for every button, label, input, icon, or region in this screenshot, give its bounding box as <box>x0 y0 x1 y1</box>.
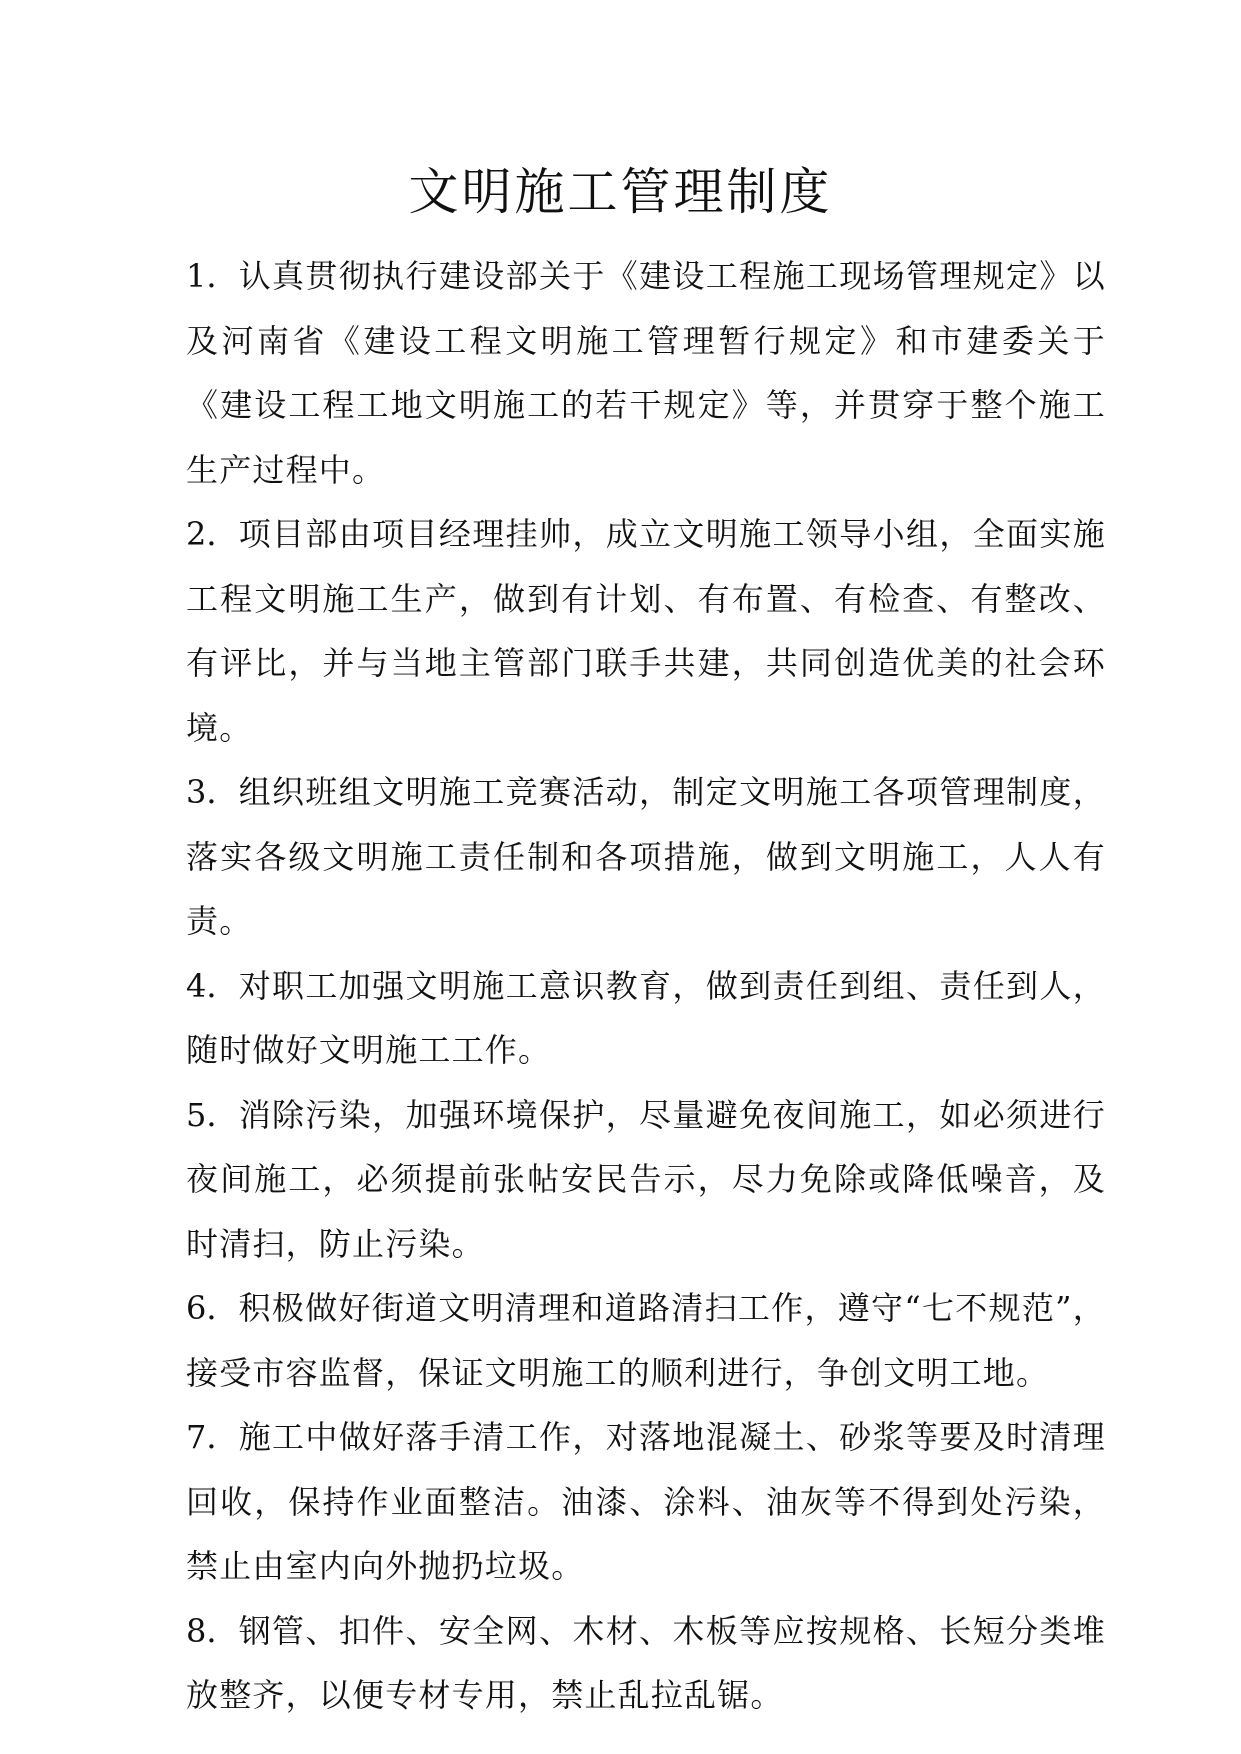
item-number: 5． <box>186 1095 239 1134</box>
item-text: 组织班组文明施工竞赛活动，制定文明施工各项管理制度，落实各级文明施工责任制和各项措施，做到文明施工，人人有责。 <box>186 773 1106 940</box>
list-item <box>186 1405 1106 1599</box>
item-number: 6． <box>186 1289 239 1327</box>
item-number: 7． <box>186 1418 239 1456</box>
list-item <box>186 1083 1106 1277</box>
list-item <box>186 244 1106 502</box>
item-text: 项目部由项目经理挂帅，成立文明施工领导小组，全面实施工程文明施工生产，做到有计划、有布置、有检查、有整改、有评比，并与当地主管部门联手共建，共同创造优美的社会环境。 <box>186 515 1106 747</box>
item-number: 3． <box>186 773 239 811</box>
list-item <box>186 502 1106 760</box>
list-item <box>186 1276 1106 1405</box>
item-number: 4． <box>186 966 239 1005</box>
item-number: 8． <box>186 1611 239 1650</box>
item-text: 消除污染，加强环境保护，尽量避免夜间施工，如必须进行夜间施工，必须提前张帖安民告示，尽力免除或降低噪音，及时清扫，防止污染。 <box>186 1095 1106 1263</box>
list-item <box>186 954 1106 1083</box>
item-number: 2． <box>186 515 239 553</box>
document-body <box>186 244 1106 1728</box>
item-text: 认真贯彻执行建设部关于《建设工程施工现场管理规定》以及河南省《建设工程文明施工管理暂行规定》和市建委关于《建设工程工地文明施工的若干规定》等，并贯穿于整个施工生产过程中。 <box>186 257 1106 489</box>
item-text: 钢管、扣件、安全网、木材、木板等应按规格、长短分类堆放整齐，以便专材专用，禁止乱拉乱锯。 <box>186 1611 1106 1714</box>
list-item <box>186 1599 1106 1728</box>
document-title: 文明施工管理制度 <box>408 163 833 221</box>
list-item <box>186 760 1106 954</box>
item-text: 对职工加强文明施工意识教育，做到责任到组、责任到人，随时做好文明施工工作。 <box>186 966 1106 1069</box>
item-text: 积极做好街道文明清理和道路清扫工作，遵守“七不规范”，接受市容监督，保证文明施工的顺利进行，争创文明工地。 <box>186 1289 1106 1392</box>
item-text: 施工中做好落手清工作，对落地混凝土、砂浆等要及时清理回收，保持作业面整洁。油漆、涂料、油灰等不得到处污染，禁止由室内向外抛扔垃圾。 <box>186 1418 1106 1585</box>
item-number: 1． <box>186 257 239 295</box>
